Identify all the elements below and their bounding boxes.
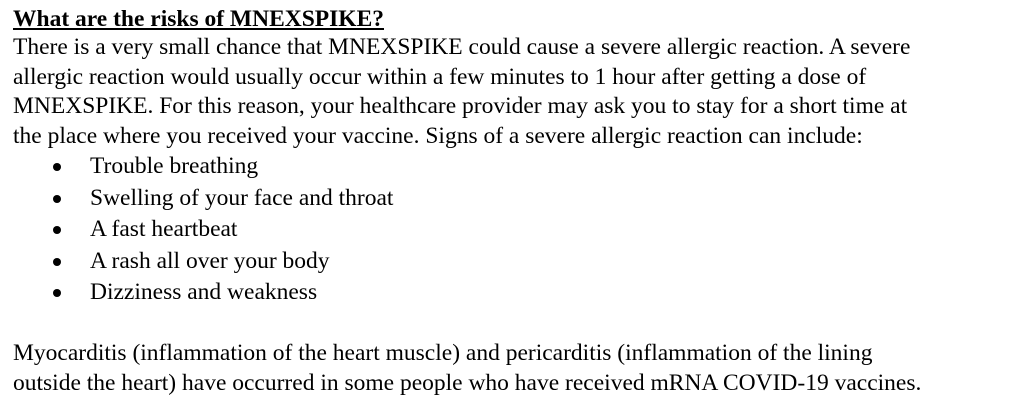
bullet-icon — [53, 195, 61, 203]
bullet-icon — [53, 226, 61, 234]
bullet-icon — [53, 163, 61, 171]
paragraph-line: outside the heart) have occurred in some people who have received mRNA COVID-19 vaccines. — [13, 369, 922, 396]
paragraph-line: MNEXSPIKE. For this reason, your healthcare provider may ask you to stay for a short time at — [13, 93, 908, 119]
section-heading: What are the risks of MNEXSPIKE? — [13, 6, 384, 32]
list-item-text: Swelling of your face and throat — [90, 184, 394, 211]
bullet-icon — [53, 289, 61, 297]
paragraph-line: There is a very small chance that MNEXSPIKE could cause a severe allergic reaction. A severe — [13, 34, 911, 60]
list-item-text: A fast heartbeat — [90, 216, 238, 243]
list-item-text: A rash all over your body — [90, 247, 330, 274]
paragraph-line: Myocarditis (inflammation of the heart muscle) and pericarditis (inflammation of the lining — [13, 340, 873, 366]
paragraph-line: allergic reaction would usually occur within a few minutes to 1 hour after getting a dose of — [13, 63, 867, 90]
list-item-text: Trouble breathing — [90, 153, 259, 179]
paragraph-line: the place where you received your vaccine. Signs of a severe allergic reaction can include: — [13, 122, 863, 149]
list-item-text: Dizziness and weakness — [90, 279, 318, 306]
risks-paragraph — [13, 33, 910, 151]
bullet-icon — [53, 258, 61, 266]
myocarditis-paragraph — [13, 339, 921, 398]
